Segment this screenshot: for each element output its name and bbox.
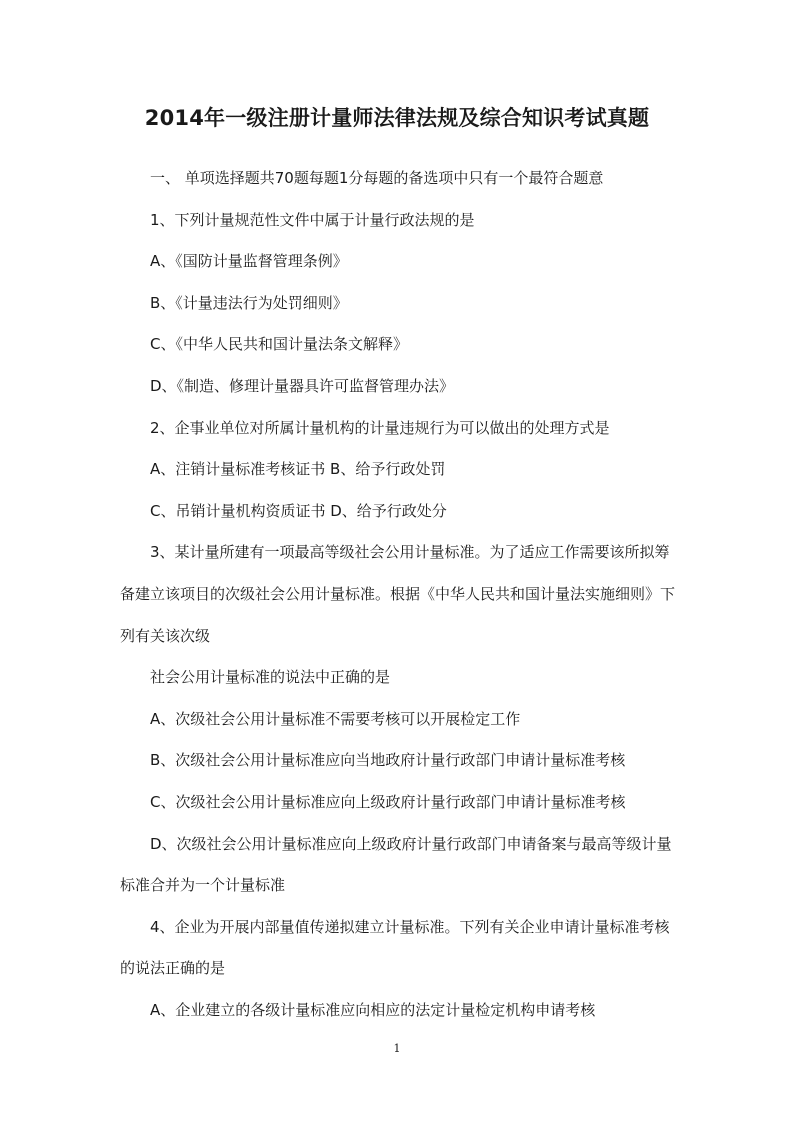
question-3-option-d: D、次级社会公用计量标准应向上级政府计量行政部门申请备案与最高等级计量标准合并为一个计量标准 xyxy=(120,834,672,895)
question-2-options-cd: C、吊销计量机构资质证书 D、给予行政处分 xyxy=(150,501,447,520)
section-heading: 一、 单项选择题共70题每题1分每题的备选项中只有一个最符合题意 xyxy=(150,169,604,187)
question-3-continued: 社会公用计量标准的说法中正确的是 xyxy=(150,668,391,687)
question-3-option-b: B、次级社会公用计量标准应向当地政府计量行政部门申请计量标准考核 xyxy=(150,751,626,770)
question-3-option-a: A、次级社会公用计量标准不需要考核可以开展检定工作 xyxy=(150,709,521,728)
question-4: 4、企业为开展内部量值传递拟建立计量标准。下列有关企业申请计量标准考核的说法正确的是 xyxy=(120,917,670,978)
page-number: 1 xyxy=(393,1042,401,1055)
question-1-option-a: A、《国防计量监督管理条例》 xyxy=(150,252,348,271)
question-4-option-a: A、企业建立的各级计量标准应向相应的法定计量检定机构申请考核 xyxy=(150,1000,596,1019)
question-2-options-ab: A、注销计量标准考核证书 B、给予行政处罚 xyxy=(150,460,446,479)
question-1: 1、下列计量规范性文件中属于计量行政法规的是 xyxy=(150,210,475,229)
question-1-option-c: C、《中华人民共和国计量法条文解释》 xyxy=(150,335,408,354)
question-1-option-b: B、《计量违法行为处罚细则》 xyxy=(150,293,348,312)
question-2: 2、企事业单位对所属计量机构的计量违规行为可以做出的处理方式是 xyxy=(150,418,610,437)
document-body xyxy=(120,158,675,1031)
question-3-option-c: C、次级社会公用计量标准应向上级政府计量行政部门申请计量标准考核 xyxy=(150,792,626,811)
question-1-option-d: D、《制造、修理计量器具许可监督管理办法》 xyxy=(150,376,455,395)
question-3: 3、某计量所建有一项最高等级社会公用计量标准。为了适应工作需要该所拟筹备建立该项目的次级社会公用计量标准。根据《中华人民共和国计量法实施细则》下列有关该次级 xyxy=(120,543,676,645)
document-title: 2014年一级注册计量师法律法规及综合知识考试真题 xyxy=(144,106,650,130)
